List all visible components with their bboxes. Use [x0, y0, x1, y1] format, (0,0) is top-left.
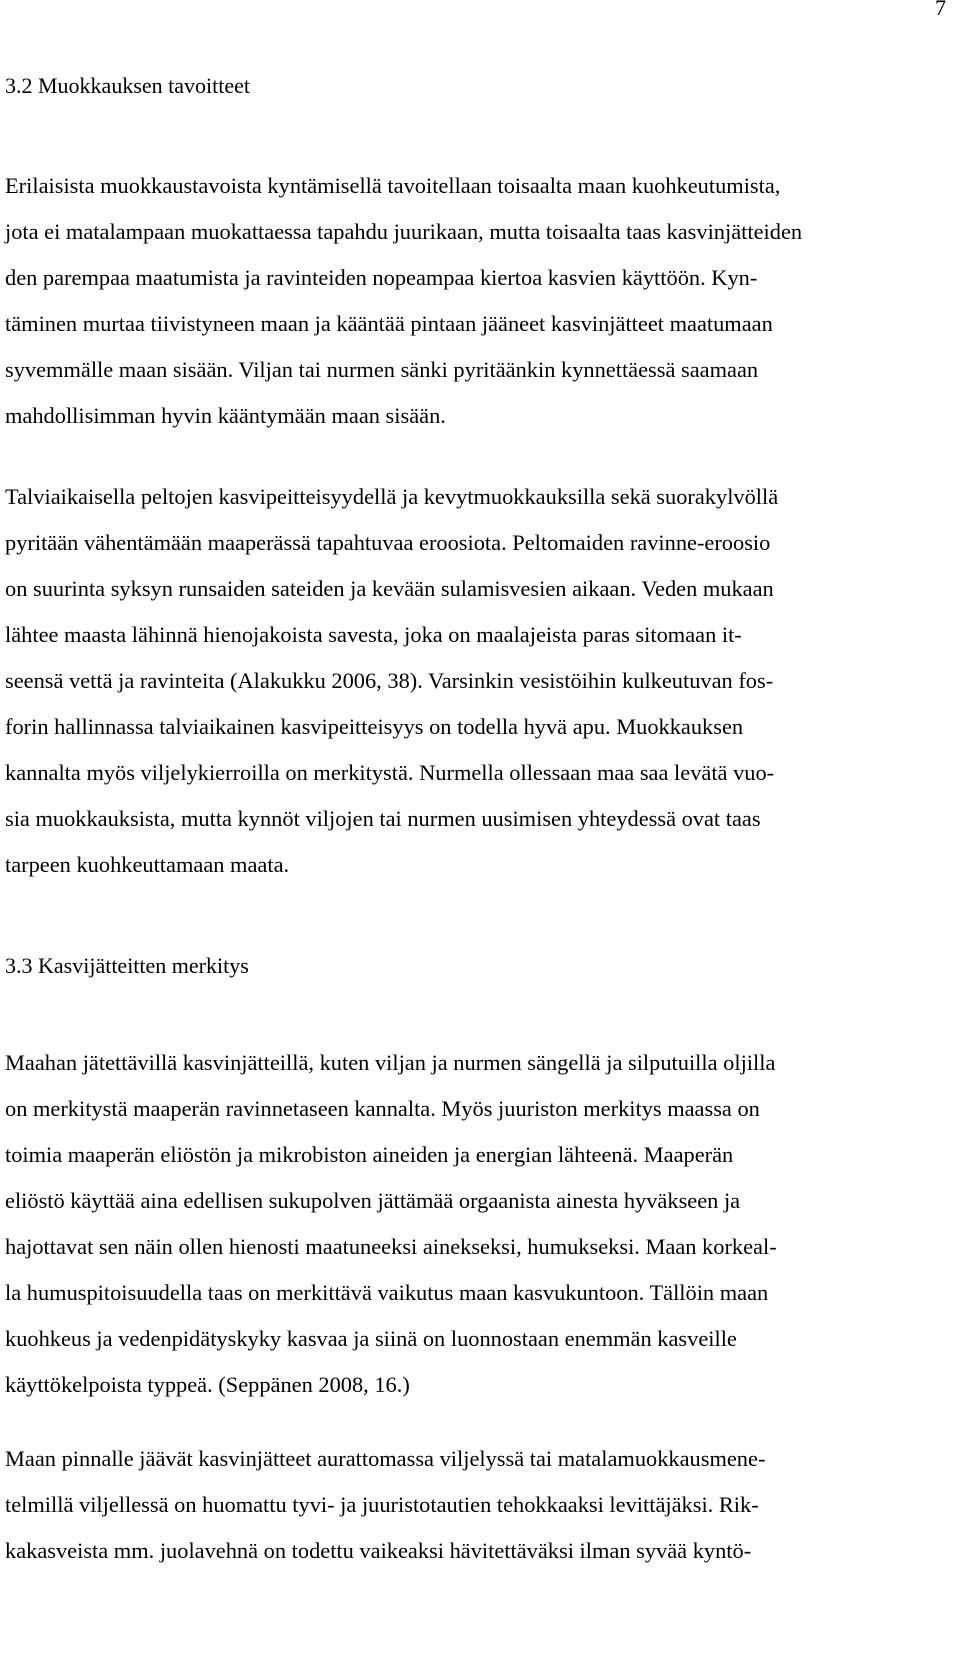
- text-line: Maahan jätettävillä kasvinjätteillä, kuten viljan ja nurmen sängellä ja silputuilla oljilla: [5, 1050, 776, 1075]
- text-line: la humuspitoisuudella taas on merkittävä vaikutus maan kasvukuntoon. Tällöin maan: [5, 1280, 769, 1305]
- text-line: den parempaa maatumista ja ravinteiden nopeampaa kiertoa kasvien käyttöön. Kyn-: [5, 265, 758, 290]
- text-line: on suurinta syksyn runsaiden sateiden ja kevään sulamisvesien aikaan. Veden mukaan: [5, 576, 774, 601]
- text-line: mahdollisimman hyvin kääntymään maan sisään.: [5, 403, 446, 428]
- paragraph: [5, 1436, 935, 1574]
- section-heading-3-2: 3.2 Muokkauksen tavoitteet: [5, 73, 251, 98]
- text-line: forin hallinnassa talviaikainen kasvipeitteisyys on todella hyvä apu. Muokkauksen: [5, 714, 744, 739]
- text-line: jota ei matalampaan muokattaessa tapahdu juurikaan, mutta toisaalta taas kasvinjätteiden: [5, 219, 803, 244]
- text-line: Erilaisista muokkaustavoista kyntämisellä tavoitellaan toisaalta maan kuohkeutumista,: [5, 173, 781, 198]
- text-line: tarpeen kuohkeuttamaan maata.: [5, 852, 290, 877]
- text-line: on merkitystä maaperän ravinnetaseen kannalta. Myös juuriston merkitys maassa on: [5, 1096, 760, 1121]
- section-heading-3-3: 3.3 Kasvijätteitten merkitys: [5, 953, 249, 978]
- text-line: Maan pinnalle jäävät kasvinjätteet aurattomassa viljelyssä tai matalamuokkausmene-: [5, 1446, 766, 1471]
- paragraph: [5, 1040, 935, 1408]
- text-line: eliöstö käyttää aina edellisen sukupolven jättämää orgaanista ainesta hyväkseen ja: [5, 1188, 741, 1213]
- text-line: syvemmälle maan sisään. Viljan tai nurmen sänki pyritäänkin kynnettäessä saamaan: [5, 357, 759, 382]
- text-line: hajottavat sen näin ollen hienosti maatuneeksi ainekseksi, humukseksi. Maan korkeal-: [5, 1234, 777, 1259]
- text-line: kuohkeus ja vedenpidätyskyky kasvaa ja siinä on luonnostaan enemmän kasveille: [5, 1326, 737, 1351]
- paragraph: [5, 474, 935, 888]
- text-line: seensä vettä ja ravinteita (Alakukku 2006, 38). Varsinkin vesistöihin kulkeutuvan fos-: [5, 668, 774, 693]
- paragraph: [5, 163, 935, 439]
- text-line: Talviaikaisella peltojen kasvipeitteisyydellä ja kevytmuokkauksilla sekä suorakylvöllä: [5, 484, 779, 509]
- page-number: 7: [935, 0, 946, 20]
- text-line: pyritään vähentämään maaperässä tapahtuvaa eroosiota. Peltomaiden ravinne-eroosio: [5, 530, 771, 555]
- text-line: lähtee maasta lähinnä hienojakoista savesta, joka on maalajeista paras sitomaan it-: [5, 622, 742, 647]
- text-line: toimia maaperän eliöstön ja mikrobiston aineiden ja energian lähteenä. Maaperän: [5, 1142, 734, 1167]
- text-line: sia muokkauksista, mutta kynnöt viljojen tai nurmen uusimisen yhteydessä ovat taas: [5, 806, 761, 831]
- text-line: kannalta myös viljelykierroilla on merkitystä. Nurmella ollessaan maa saa levätä vuo-: [5, 760, 775, 785]
- text-line: täminen murtaa tiivistyneen maan ja kääntää pintaan jääneet kasvinjätteet maatumaan: [5, 311, 773, 336]
- text-line: käyttökelpoista typpeä. (Seppänen 2008, 16.): [5, 1372, 410, 1397]
- text-line: kakasveista mm. juolavehnä on todettu vaikeaksi hävitettäväksi ilman syvää kyntö-: [5, 1538, 752, 1563]
- text-line: telmillä viljellessä on huomattu tyvi- ja juuristotautien tehokkaaksi levittäjäksi. Rik-: [5, 1492, 759, 1517]
